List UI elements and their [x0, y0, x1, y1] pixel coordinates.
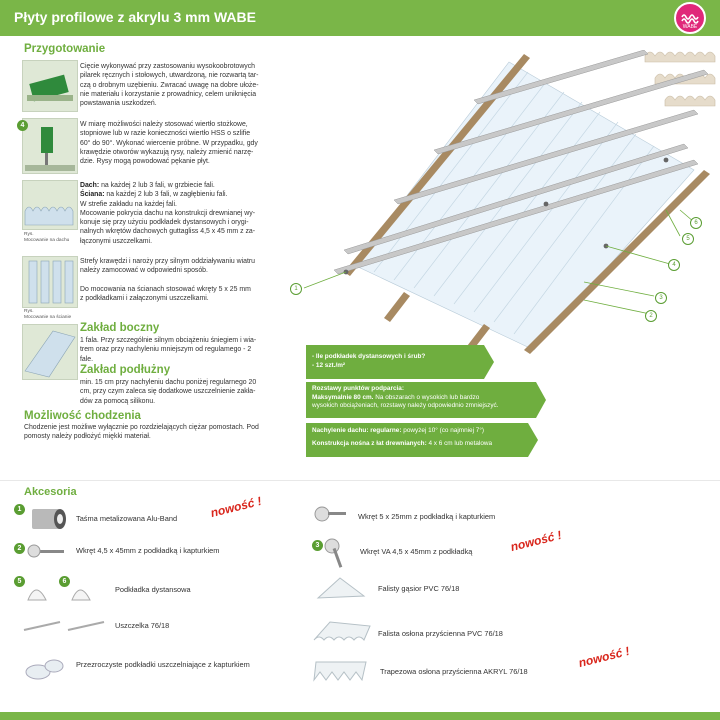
dach-text: na każdej 2 lub 3 fali, w grzbiecie fali. — [99, 182, 215, 189]
arrow-line — [312, 362, 474, 371]
text-line: pilarek ręcznych i stołowych, utwardzoną, nie rozwartą tar- — [80, 72, 259, 80]
zaklad-boczny-text — [80, 336, 256, 364]
arrow-text: Rozstawy punktów podparcia: — [312, 385, 404, 392]
caption-line: Rys. — [24, 309, 34, 314]
arrow-text: Nachylenie dachu: regularne: — [312, 427, 402, 434]
arrow-text: Konstrukcja nośna z łat drewnianych: — [312, 439, 427, 447]
diagram-marker-4: 4 — [668, 259, 680, 271]
transparent-washer-icon — [22, 654, 68, 682]
info-arrow-slope — [306, 423, 528, 457]
new-badge-akryl: nowość ! — [577, 643, 631, 671]
zaklad-podluzny-text — [80, 378, 256, 406]
text-line: W strefie zakładu na każdej fali. — [80, 200, 177, 208]
section-title-akcesoria: Akcesoria — [24, 486, 77, 498]
text-line: cm, przy czym zaleca się dodatkowe uszczelnienie zakła- — [80, 388, 256, 396]
accessory-number-6: 6 — [59, 576, 70, 587]
drilling-text — [80, 120, 258, 166]
text-line: trem oraz przy nachyleniu mniejszym od regulamego - 2 — [80, 346, 252, 354]
arrow-line — [312, 427, 518, 436]
accessory-number-1: 1 — [14, 504, 25, 515]
text-line: fale. — [80, 355, 94, 363]
screw-va-icon — [322, 536, 358, 572]
dach-label: Dach: — [80, 182, 100, 189]
new-badge-screw-va: nowość ! — [509, 527, 563, 555]
text-line: pomosty należy podłożyć miękki materiał. — [24, 433, 151, 441]
sciana-text: na każdej 2 lub 3 fali, w zagłębieniu fali. — [104, 191, 228, 199]
text-line: konuje się przy użyciu podkładek dystansowych i orygi- — [80, 219, 249, 227]
drilling-image — [22, 118, 78, 174]
text-line: łączonymi uszczelkami. — [80, 237, 152, 245]
info-arrow-support-spacing — [306, 382, 536, 418]
text-line: krawędzie otworów wykazują rysy, należy zmienić narzę- — [80, 148, 254, 156]
arrow-line — [312, 394, 526, 403]
accessory-label-screw-4-5: Wkręt 4,5 x 45mm z podkładką i kapturkiem — [76, 546, 220, 555]
text-line: 60° do 90°. Wykonać wiercenie próbne. W przypadku, gdy — [80, 139, 258, 147]
mozliwosc-text — [24, 423, 259, 442]
text-line — [80, 181, 255, 190]
arrow-text: - 12 szt./m² — [312, 361, 346, 369]
diagram-marker-5: 5 — [682, 233, 694, 245]
text-line: nie materiału i korzystanie z prowadnicy, celem uniknięcia — [80, 90, 257, 98]
text-line: czą o drobnym uzębieniu. Zwracać uwagę na dobre ułoże- — [80, 81, 259, 89]
wall-caption — [24, 309, 71, 321]
accessory-number-5: 5 — [14, 576, 25, 587]
arrow-text: powyżej 10° (co najmniej 7°) — [401, 427, 485, 434]
text-line: min. 15 cm przy nachyleniu dachu poniżej regularnego 20 — [80, 379, 257, 386]
accessory-label-screw-5x25: Wkręt 5 x 25mm z podkładką i kapturkiem — [358, 512, 496, 521]
overlap-image — [22, 324, 78, 380]
section-title-zaklad-podluzny: Zakład podłużny — [80, 364, 171, 376]
section-title-zaklad-boczny: Zakład boczny — [80, 322, 160, 334]
caption-line: Rys. — [24, 232, 34, 237]
arrow-line — [312, 385, 526, 394]
header-bar — [0, 0, 720, 36]
accessory-label-wall-flashing-pvc: Falista osłona przyścienna PVC 76/18 — [378, 629, 503, 638]
text-line: dzie. Rysy mogą powodować pękanie płyt. — [80, 158, 210, 166]
corrugated-wall-flashing-icon — [312, 616, 372, 646]
caption-line: Mocowanie na dachu — [24, 238, 70, 243]
wall-mounting-image — [22, 256, 78, 308]
text-line — [80, 190, 255, 199]
accessory-label-seal: Uszczelka 76/18 — [115, 621, 170, 630]
roof-caption — [24, 232, 69, 244]
arrow-text: Na obszarach o wysokich lub bardzo — [373, 393, 480, 401]
arrow-text: 4 x 6 cm lub metalowa — [426, 439, 493, 447]
accessory-number-2: 2 — [14, 543, 25, 554]
diagram-marker-6: 6 — [690, 217, 702, 229]
brand-logo — [674, 2, 706, 34]
accessory-label-transparent-washer: Przezroczyste podkładki uszczelniające z kapturkiem — [76, 660, 250, 669]
accessory-label-wall-flashing-akryl: Trapezowa osłona przyścienna AKRYL 76/18 — [380, 667, 528, 676]
diagram-marker-2: 2 — [645, 310, 657, 322]
diagram-marker-1: 1 — [290, 283, 302, 295]
text-line: Cięcie wykonywać przy zastosowaniu wysokoobrotowych — [80, 63, 256, 70]
text-line: Do mocowania na ścianach stosować wkręty 5 x 25 mm — [80, 286, 251, 293]
arrow-text: - Ile podkładek dystansowych i śrub? — [312, 353, 426, 360]
accessory-label-alu-band: Taśma metalizowana Alu-Band — [76, 514, 178, 523]
text-line: dów za pomocą silikonu. — [80, 397, 156, 405]
text-line: W miarę możliwości należy stosować wiertło stożkowe, — [80, 121, 248, 128]
caption-line: Mocowanie na ścianie — [24, 315, 72, 320]
arrow-line: wysokich obciążeniach, rozstawy należy odpowiednio zmniejszyć. — [312, 402, 499, 409]
spacer-washer-icon — [24, 578, 108, 604]
text-line: stopniowe lub w razie konieczności wiertło HSS o szlifie — [80, 130, 251, 138]
alu-band-tape-icon — [28, 506, 68, 532]
page-title: Płyty profilowe z akrylu 3 mm WABE — [14, 9, 256, 25]
cutting-saw-image — [22, 60, 78, 112]
section-title-mozliwosc-chodzenia: Możliwość chodzenia — [24, 410, 141, 422]
accessory-number-3: 3 — [312, 540, 323, 551]
arrow-text: Maksymalnie 80 cm. — [312, 393, 374, 401]
arrow-line — [312, 440, 518, 449]
text-line: powstawania uszkodzeń. — [80, 100, 157, 108]
roof-mounting-image — [22, 180, 78, 230]
wind-zone-text — [80, 257, 255, 276]
arrow-line — [312, 353, 474, 362]
sciana-label: Ściana: — [80, 191, 105, 199]
text-line: Chodzenie jest możliwe wyłącznie po rozdzielających ciężar pomostach. Pod — [24, 424, 259, 431]
screw-4-5x45-icon — [26, 540, 70, 566]
new-badge-alu-band: nowość ! — [209, 493, 263, 521]
divider — [0, 480, 720, 481]
trapezoid-wall-flashing-icon — [312, 658, 370, 686]
accessory-label-spacer: Podkładka dystansowa — [115, 585, 191, 594]
text-line: z podkładkami i załączonymi uszczelkami. — [80, 295, 209, 303]
accessory-label-screw-va: Wkręt VA 4,5 x 45mm z podkładką — [360, 547, 473, 556]
section-title-przygotowanie: Przygotowanie — [24, 43, 106, 55]
info-arrow-fasteners — [306, 345, 484, 379]
wall-screw-text — [80, 285, 251, 304]
accessory-label-ridge-cap: Falisty gąsior PVC 76/18 — [378, 584, 460, 593]
text-line: Mocowanie pokrycia dachu na konstrukcji drewnianej wy- — [80, 209, 256, 217]
text-line: Strefy krawędzi i naroży przy silnym oddziaływaniu wiatru — [80, 258, 256, 265]
diagram-marker-3: 3 — [655, 292, 667, 304]
seal-strip-icon — [22, 618, 106, 634]
screw-5x25-icon — [312, 504, 352, 526]
step-number-badge: 4 — [17, 120, 28, 131]
cutting-text — [80, 62, 259, 108]
text-line: należy zamocować w odpowiedni sposób. — [80, 267, 208, 275]
logo-text: WABE — [682, 24, 698, 30]
ridge-cap-icon — [316, 574, 366, 602]
footer-bar — [0, 712, 720, 720]
roof-mounting-text — [80, 181, 255, 246]
text-line: 1 fala. Przy szczególnie silnym obciążeniu śniegiem i wia- — [80, 337, 257, 344]
text-line: nalnych wkrętów dachowych guttagliss 4,5 x 45 mm z za- — [80, 228, 256, 236]
